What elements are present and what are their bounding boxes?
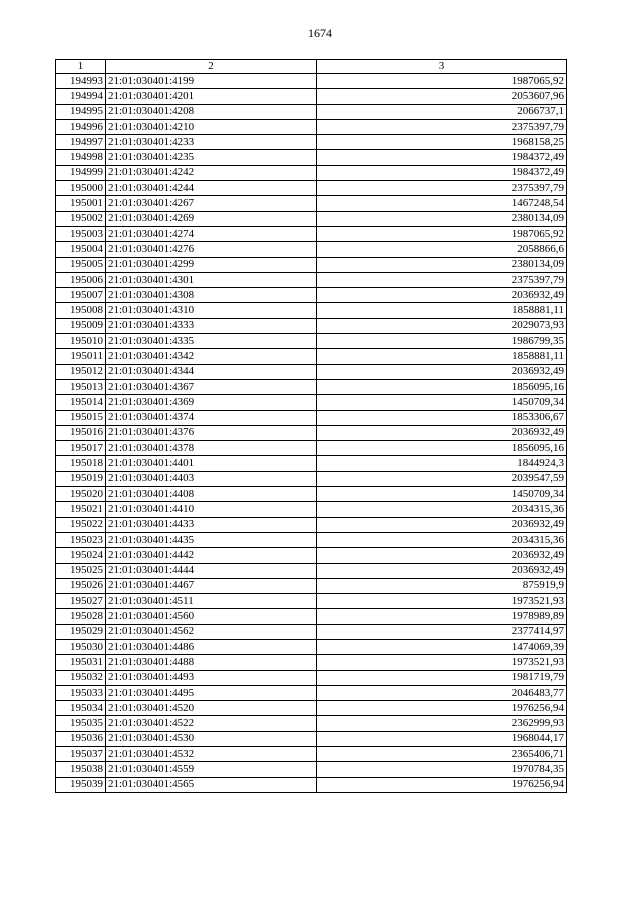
cadastral-number-cell: 21:01:030401:4467 (106, 578, 317, 593)
cadastral-number-cell: 21:01:030401:4210 (106, 119, 317, 134)
table-row (56, 594, 567, 609)
table-row (56, 624, 567, 639)
cadastral-number-cell: 21:01:030401:4410 (106, 502, 317, 517)
row-number-cell: 194994 (56, 89, 106, 104)
row-number-cell: 195039 (56, 777, 106, 792)
value-cell: 1856095,16 (317, 441, 567, 456)
table-row (56, 104, 567, 119)
table-row (56, 685, 567, 700)
table-row (56, 257, 567, 272)
value-cell: 1467248,54 (317, 196, 567, 211)
value-cell: 2375397,79 (317, 272, 567, 287)
table-row (56, 517, 567, 532)
cadastral-number-cell: 21:01:030401:4201 (106, 89, 317, 104)
column-header-2: 2 (106, 60, 317, 74)
value-cell: 2036932,49 (317, 517, 567, 532)
row-number-cell: 194993 (56, 74, 106, 89)
table-row (56, 165, 567, 180)
table-row (56, 334, 567, 349)
row-number-cell: 195010 (56, 334, 106, 349)
table-row (56, 74, 567, 89)
table-row (56, 425, 567, 440)
row-number-cell: 195018 (56, 456, 106, 471)
row-number-cell: 195027 (56, 594, 106, 609)
table-row (56, 609, 567, 624)
value-cell: 1474069,39 (317, 639, 567, 654)
row-number-cell: 195037 (56, 747, 106, 762)
cadastral-number-cell: 21:01:030401:4274 (106, 226, 317, 241)
cadastral-number-cell: 21:01:030401:4520 (106, 701, 317, 716)
table-row (56, 119, 567, 134)
data-table (55, 59, 567, 793)
row-number-cell: 195034 (56, 701, 106, 716)
cadastral-number-cell: 21:01:030401:4367 (106, 379, 317, 394)
table-row (56, 272, 567, 287)
cadastral-number-cell: 21:01:030401:4511 (106, 594, 317, 609)
value-cell: 1844924,3 (317, 456, 567, 471)
row-number-cell: 195026 (56, 578, 106, 593)
row-number-cell: 195036 (56, 731, 106, 746)
row-number-cell: 195001 (56, 196, 106, 211)
row-number-cell: 195007 (56, 288, 106, 303)
value-cell: 1856095,16 (317, 379, 567, 394)
row-number-cell: 195009 (56, 318, 106, 333)
value-cell: 1981719,79 (317, 670, 567, 685)
row-number-cell: 195019 (56, 471, 106, 486)
table-row (56, 502, 567, 517)
value-cell: 1976256,94 (317, 701, 567, 716)
cadastral-number-cell: 21:01:030401:4233 (106, 135, 317, 150)
cadastral-number-cell: 21:01:030401:4562 (106, 624, 317, 639)
row-number-cell: 195017 (56, 441, 106, 456)
table-row (56, 487, 567, 502)
value-cell: 2036932,49 (317, 548, 567, 563)
cadastral-number-cell: 21:01:030401:4310 (106, 303, 317, 318)
table-header (56, 60, 567, 74)
cadastral-number-cell: 21:01:030401:4378 (106, 441, 317, 456)
value-cell: 2380134,09 (317, 211, 567, 226)
header-row (56, 60, 567, 74)
table-row (56, 716, 567, 731)
row-number-cell: 195016 (56, 425, 106, 440)
row-number-cell: 195006 (56, 272, 106, 287)
value-cell: 1984372,49 (317, 150, 567, 165)
table-row (56, 471, 567, 486)
cadastral-number-cell: 21:01:030401:4559 (106, 762, 317, 777)
cadastral-number-cell: 21:01:030401:4560 (106, 609, 317, 624)
row-number-cell: 194995 (56, 104, 106, 119)
value-cell: 1968044,17 (317, 731, 567, 746)
row-number-cell: 194998 (56, 150, 106, 165)
value-cell: 1984372,49 (317, 165, 567, 180)
table-row (56, 364, 567, 379)
cadastral-number-cell: 21:01:030401:4267 (106, 196, 317, 211)
value-cell: 2036932,49 (317, 563, 567, 578)
row-number-cell: 195033 (56, 685, 106, 700)
cadastral-number-cell: 21:01:030401:4488 (106, 655, 317, 670)
cadastral-number-cell: 21:01:030401:4235 (106, 150, 317, 165)
column-header-3: 3 (317, 60, 567, 74)
value-cell: 1978989,89 (317, 609, 567, 624)
value-cell: 1858881,11 (317, 303, 567, 318)
value-cell: 1853306,67 (317, 410, 567, 425)
value-cell: 2034315,36 (317, 532, 567, 547)
table-row (56, 441, 567, 456)
row-number-cell: 194997 (56, 135, 106, 150)
value-cell: 1858881,11 (317, 349, 567, 364)
value-cell: 2036932,49 (317, 288, 567, 303)
cadastral-number-cell: 21:01:030401:4376 (106, 425, 317, 440)
table-row (56, 762, 567, 777)
value-cell: 1976256,94 (317, 777, 567, 792)
row-number-cell: 195008 (56, 303, 106, 318)
table-row (56, 731, 567, 746)
row-number-cell: 195015 (56, 410, 106, 425)
table-row (56, 777, 567, 792)
row-number-cell: 195005 (56, 257, 106, 272)
table-row (56, 181, 567, 196)
value-cell: 2036932,49 (317, 364, 567, 379)
cadastral-number-cell: 21:01:030401:4522 (106, 716, 317, 731)
cadastral-number-cell: 21:01:030401:4435 (106, 532, 317, 547)
row-number-cell: 195024 (56, 548, 106, 563)
table-row (56, 639, 567, 654)
row-number-cell: 195028 (56, 609, 106, 624)
value-cell: 2375397,79 (317, 119, 567, 134)
cadastral-number-cell: 21:01:030401:4369 (106, 395, 317, 410)
row-number-cell: 195004 (56, 242, 106, 257)
table-row (56, 150, 567, 165)
cadastral-number-cell: 21:01:030401:4333 (106, 318, 317, 333)
table-row (56, 395, 567, 410)
cadastral-number-cell: 21:01:030401:4408 (106, 487, 317, 502)
cadastral-number-cell: 21:01:030401:4532 (106, 747, 317, 762)
cadastral-number-cell: 21:01:030401:4269 (106, 211, 317, 226)
row-number-cell: 195031 (56, 655, 106, 670)
value-cell: 2365406,71 (317, 747, 567, 762)
value-cell: 2058866,6 (317, 242, 567, 257)
table-row (56, 226, 567, 241)
row-number-cell: 195022 (56, 517, 106, 532)
cadastral-number-cell: 21:01:030401:4374 (106, 410, 317, 425)
row-number-cell: 195021 (56, 502, 106, 517)
cadastral-number-cell: 21:01:030401:4444 (106, 563, 317, 578)
table-row (56, 89, 567, 104)
value-cell: 2036932,49 (317, 425, 567, 440)
cadastral-number-cell: 21:01:030401:4495 (106, 685, 317, 700)
column-header-1: 1 (56, 60, 106, 74)
row-number-cell: 195030 (56, 639, 106, 654)
value-cell: 2046483,77 (317, 685, 567, 700)
row-number-cell: 195029 (56, 624, 106, 639)
value-cell: 1450709,34 (317, 487, 567, 502)
row-number-cell: 194999 (56, 165, 106, 180)
value-cell: 2053607,96 (317, 89, 567, 104)
row-number-cell: 194996 (56, 119, 106, 134)
cadastral-number-cell: 21:01:030401:4299 (106, 257, 317, 272)
cadastral-number-cell: 21:01:030401:4403 (106, 471, 317, 486)
table-row (56, 288, 567, 303)
table-row (56, 548, 567, 563)
row-number-cell: 195025 (56, 563, 106, 578)
value-cell: 2034315,36 (317, 502, 567, 517)
value-cell: 1973521,93 (317, 655, 567, 670)
value-cell: 2375397,79 (317, 181, 567, 196)
value-cell: 2380134,09 (317, 257, 567, 272)
table-row (56, 747, 567, 762)
row-number-cell: 195035 (56, 716, 106, 731)
row-number-cell: 195023 (56, 532, 106, 547)
cadastral-number-cell: 21:01:030401:4486 (106, 639, 317, 654)
table-row (56, 701, 567, 716)
cadastral-number-cell: 21:01:030401:4442 (106, 548, 317, 563)
cadastral-number-cell: 21:01:030401:4276 (106, 242, 317, 257)
cadastral-number-cell: 21:01:030401:4242 (106, 165, 317, 180)
table-row (56, 211, 567, 226)
table-row (56, 410, 567, 425)
cadastral-number-cell: 21:01:030401:4530 (106, 731, 317, 746)
table-row (56, 563, 567, 578)
cadastral-number-cell: 21:01:030401:4433 (106, 517, 317, 532)
row-number-cell: 195014 (56, 395, 106, 410)
table-row (56, 655, 567, 670)
table-row (56, 532, 567, 547)
row-number-cell: 195002 (56, 211, 106, 226)
cadastral-number-cell: 21:01:030401:4301 (106, 272, 317, 287)
table-row (56, 578, 567, 593)
value-cell: 1973521,93 (317, 594, 567, 609)
cadastral-number-cell: 21:01:030401:4244 (106, 181, 317, 196)
table-row (56, 670, 567, 685)
table-row (56, 303, 567, 318)
table-row (56, 196, 567, 211)
table-row (56, 349, 567, 364)
cadastral-number-cell: 21:01:030401:4308 (106, 288, 317, 303)
table-row (56, 318, 567, 333)
value-cell: 1970784,35 (317, 762, 567, 777)
row-number-cell: 195012 (56, 364, 106, 379)
row-number-cell: 195038 (56, 762, 106, 777)
row-number-cell: 195032 (56, 670, 106, 685)
cadastral-number-cell: 21:01:030401:4565 (106, 777, 317, 792)
value-cell: 875919,9 (317, 578, 567, 593)
value-cell: 1986799,35 (317, 334, 567, 349)
row-number-cell: 195003 (56, 226, 106, 241)
row-number-cell: 195020 (56, 487, 106, 502)
value-cell: 1968158,25 (317, 135, 567, 150)
table-row (56, 379, 567, 394)
value-cell: 2029073,93 (317, 318, 567, 333)
cadastral-number-cell: 21:01:030401:4199 (106, 74, 317, 89)
value-cell: 1987065,92 (317, 226, 567, 241)
cadastral-number-cell: 21:01:030401:4342 (106, 349, 317, 364)
value-cell: 2377414,97 (317, 624, 567, 639)
row-number-cell: 195013 (56, 379, 106, 394)
cadastral-number-cell: 21:01:030401:4401 (106, 456, 317, 471)
table-row (56, 135, 567, 150)
value-cell: 1450709,34 (317, 395, 567, 410)
table-row (56, 456, 567, 471)
page-number: 1674 (308, 26, 332, 40)
value-cell: 1987065,92 (317, 74, 567, 89)
value-cell: 2362999,93 (317, 716, 567, 731)
cadastral-number-cell: 21:01:030401:4493 (106, 670, 317, 685)
row-number-cell: 195011 (56, 349, 106, 364)
row-number-cell: 195000 (56, 181, 106, 196)
value-cell: 2039547,59 (317, 471, 567, 486)
cadastral-number-cell: 21:01:030401:4335 (106, 334, 317, 349)
cadastral-number-cell: 21:01:030401:4344 (106, 364, 317, 379)
table-row (56, 242, 567, 257)
cadastral-number-cell: 21:01:030401:4208 (106, 104, 317, 119)
value-cell: 2066737,1 (317, 104, 567, 119)
table-body (56, 74, 567, 793)
